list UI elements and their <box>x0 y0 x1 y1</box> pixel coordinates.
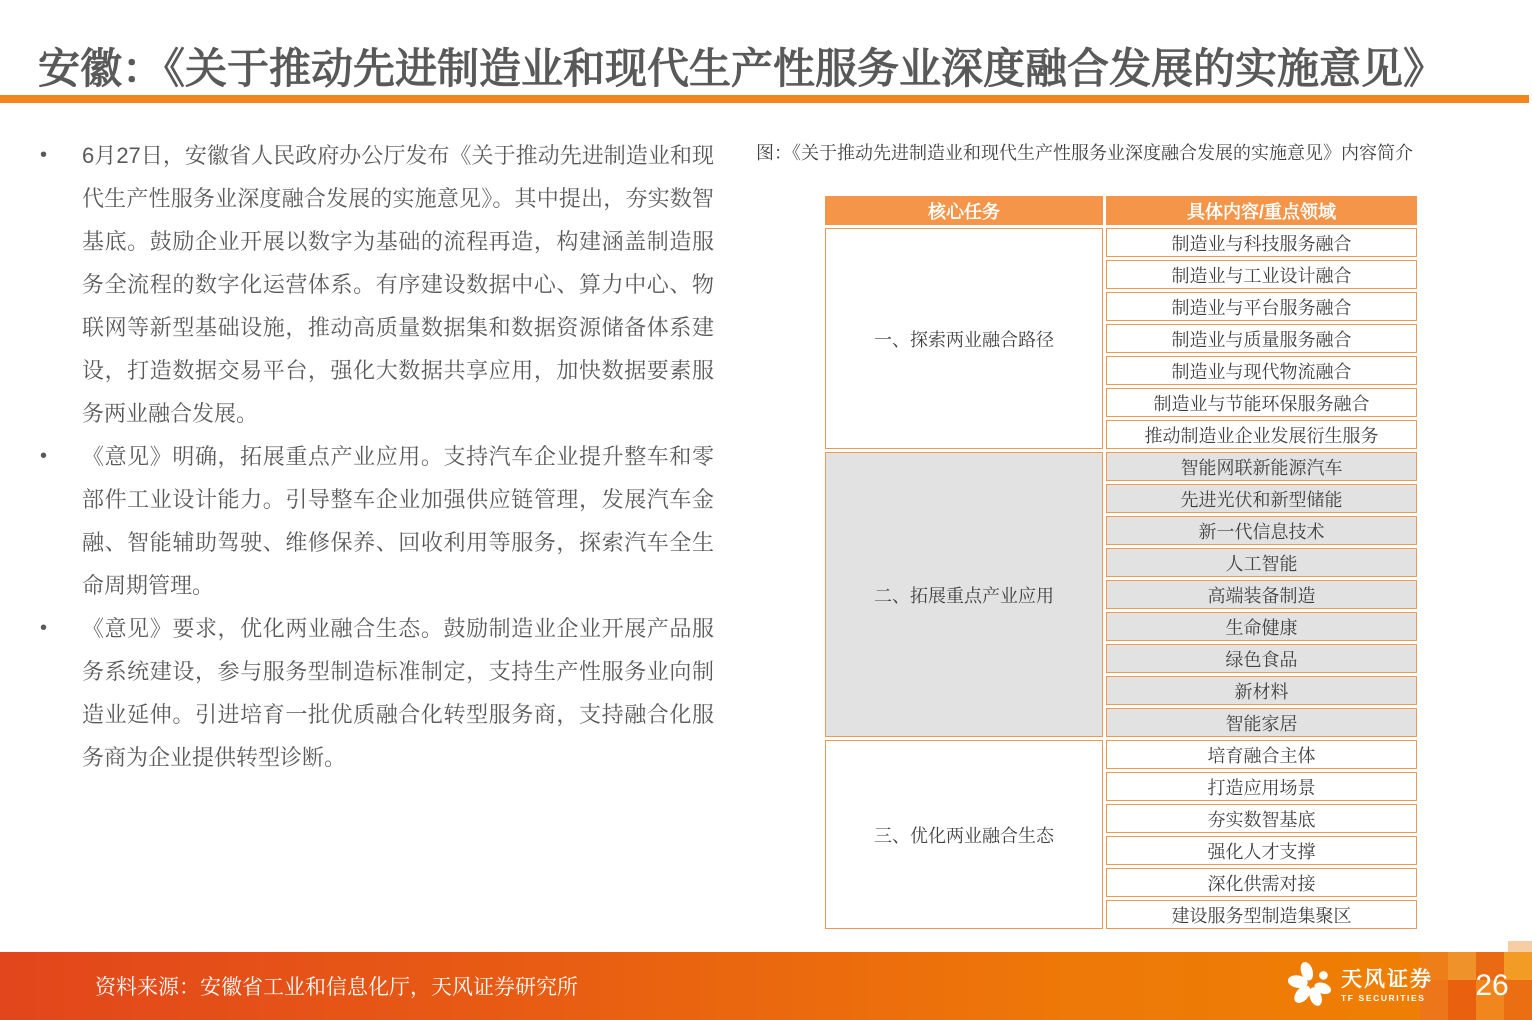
table-row <box>825 228 1417 257</box>
content-cell: 制造业与节能环保服务融合 <box>1106 388 1417 417</box>
content-cell: 打造应用场景 <box>1106 772 1417 801</box>
source-note: 资料来源：安徽省工业和信息化厅，天风证券研究所 <box>95 976 578 999</box>
content-cell: 生命健康 <box>1106 612 1417 641</box>
content-cell: 制造业与现代物流融合 <box>1106 356 1417 385</box>
page-number: 26 <box>1475 969 1509 1002</box>
logo-text <box>1341 969 1433 1003</box>
content-cell: 强化人才支撑 <box>1106 836 1417 865</box>
content-cell: 智能网联新能源汽车 <box>1106 452 1417 481</box>
figure-caption: 图：《关于推动先进制造业和现代生产性服务业深度融合发展的实施意见》内容简介 <box>756 143 1413 163</box>
content-cell: 深化供需对接 <box>1106 868 1417 897</box>
bullet-marker: • <box>40 617 48 639</box>
footer-bar <box>0 952 1532 1020</box>
content-cell: 高端装备制造 <box>1106 580 1417 609</box>
content-cell: 制造业与质量服务融合 <box>1106 324 1417 353</box>
content-cell: 新材料 <box>1106 676 1417 705</box>
bullet-item <box>36 435 714 607</box>
content-cell: 新一代信息技术 <box>1106 516 1417 545</box>
table-row <box>825 452 1417 481</box>
bullet-text: 6月27日，安徽省人民政府办公厅发布《关于推动先进制造业和现代生产性服务业深度融合发展的实施意见》。其中提出，夯实数智基底。鼓励企业开展以数字为基础的流程再造，构建涵盖制造服务全流程的数字化运营体系。有序建设数据中心、算力中心、物联网等新型基础设施，推动高质量数据集和数据资源储备体系建设，打造数据交易平台，强化大数据共享应用，加快数据要素服务两业融合发展。 <box>82 143 714 426</box>
content-cell: 智能家居 <box>1106 708 1417 737</box>
bullet-text: 《意见》要求，优化两业融合生态。鼓励制造业企业开展产品服务系统建设，参与服务型制造标准制定，支持生产性服务业向制造业延伸。引进培育一批优质融合化转型服务商，支持融合化服务商为企业提供转型诊断。 <box>82 616 714 770</box>
bullet-text: 《意见》明确，拓展重点产业应用。支持汽车企业提升整车和零部件工业设计能力。引导整车企业加强供应链管理，发展汽车金融、智能辅助驾驶、维修保养、回收利用等服务，探索汽车全生命周期管理。 <box>82 444 714 598</box>
content-cell: 人工智能 <box>1106 548 1417 577</box>
content-cell: 先进光伏和新型储能 <box>1106 484 1417 513</box>
content-cell: 制造业与科技服务融合 <box>1106 228 1417 257</box>
content-cell: 绿色食品 <box>1106 644 1417 673</box>
bullet-marker: • <box>40 445 48 467</box>
content-cell: 制造业与工业设计融合 <box>1106 260 1417 289</box>
table-header-cell: 核心任务 <box>825 196 1103 225</box>
table-header-cell: 具体内容/重点领域 <box>1106 196 1417 225</box>
bullet-item <box>36 607 714 779</box>
content-cell: 推动制造业企业发展衍生服务 <box>1106 420 1417 449</box>
content-cell: 制造业与平台服务融合 <box>1106 292 1417 321</box>
content-cell: 夯实数智基底 <box>1106 804 1417 833</box>
content-cell: 建设服务型制造集聚区 <box>1106 900 1417 929</box>
tf-flower-icon <box>1288 961 1334 1012</box>
logo-name: 天风证券 <box>1341 968 1433 992</box>
logo-subtitle: TF SECURITIES <box>1341 993 1426 1004</box>
footer-mosaic-notch <box>1508 941 1532 952</box>
task-cell: 三、优化两业融合生态 <box>825 740 1103 929</box>
task-cell: 二、拓展重点产业应用 <box>825 452 1103 737</box>
page-title: 安徽：《关于推动先进制造业和现代生产性服务业深度融合发展的实施意见》 <box>38 45 1446 92</box>
content-cell: 培育融合主体 <box>1106 740 1417 769</box>
task-cell: 一、探索两业融合路径 <box>825 228 1103 449</box>
title-underline <box>0 95 1529 103</box>
policy-table <box>822 193 1420 932</box>
bullet-marker: • <box>40 144 48 166</box>
tf-securities-logo <box>1288 952 1433 1020</box>
summary-bullets <box>36 134 714 779</box>
bullet-item <box>36 134 714 435</box>
table-row <box>825 740 1417 769</box>
